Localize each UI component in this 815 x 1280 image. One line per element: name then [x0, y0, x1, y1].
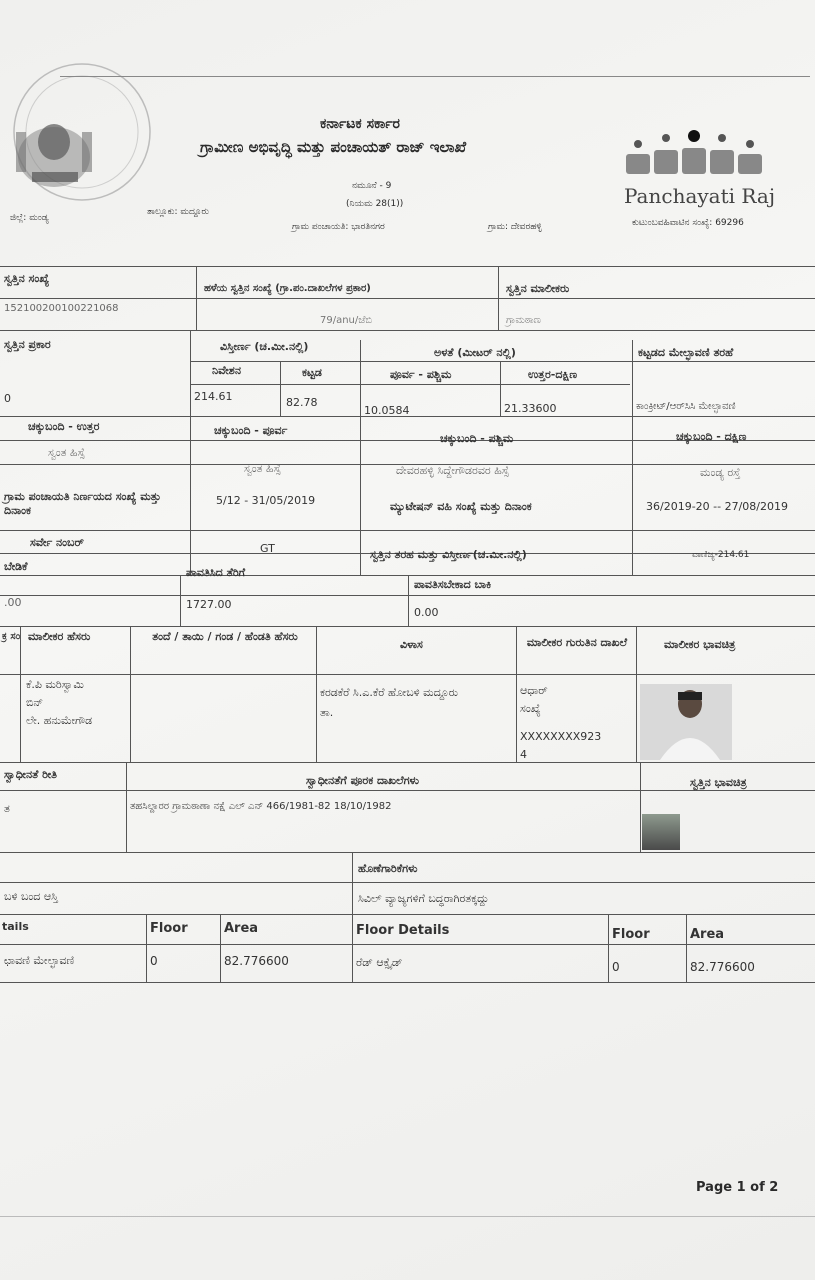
east-boundary-label: ಚಕ್ಕುಬಂದಿ - ಪೂರ್ವ: [214, 424, 288, 437]
owner-photo: [640, 684, 732, 760]
floor-details-1: ಛಾವಣಿ ಮೇಲ್ಛಾವಣಿ: [4, 954, 75, 967]
roof-type-value: ಕಾಂಕ್ರೀಟ್/ಆರ್‌ಸಿಸಿ ಮೇಲ್ಛಾವಣಿ: [636, 401, 736, 412]
area-header-2: Area: [690, 927, 725, 942]
east-west-value: 10.0584: [364, 404, 410, 417]
panchayati-raj-logo: [620, 126, 770, 184]
property-photo: [642, 814, 680, 850]
owner-address-line1: ಕರಡಕೆರೆ ಸಿ.ಎ.ಕೆರೆ ಹೋಬಳಿ ಮದ್ದೂರು: [320, 686, 459, 699]
property-owner-value: ಗ್ರಾಮಠಾಣ: [506, 315, 541, 326]
owner-id-number-tail: 4: [520, 748, 527, 761]
roof-type-label: ಕಟ್ಟಡದ ಮೇಲ್ಛಾವಣಿ ತರಹೆ: [638, 346, 734, 359]
property-type-label: ಸ್ವತ್ತಿನ ಪ್ರಕಾರ: [4, 338, 51, 351]
form-number: ನಮೂನೆ - 9: [352, 181, 392, 191]
north-boundary-label: ಚಕ್ಕುಬಂದಿ - ಉತ್ತರ: [28, 420, 100, 433]
building-area-value: 82.78: [286, 396, 318, 409]
brand-name: Panchayati Raj: [624, 184, 776, 208]
balance-label: ಪಾವತಿಸಬೇಕಾದ ಬಾಕಿ: [414, 578, 492, 591]
floor-header-2: Floor: [612, 927, 650, 942]
acquisition-mode-value: ತ: [4, 802, 10, 815]
owner-name-header: ಮಾಲೀಕರ ಹೆಸರು: [28, 630, 91, 643]
south-boundary-label: ಚಕ್ಕುಬಂದಿ - ದಕ್ಷಿಣ: [676, 430, 747, 443]
owner-name-line2: ಬಿನ್: [26, 696, 44, 709]
liabilities-left: ಬಳಿ ಬಂದ ಆಸ್ತಿ: [4, 890, 58, 903]
site-label: ನಿವೇಶನ: [212, 364, 241, 377]
south-boundary-value: ಮಂಡ್ಯ ರಸ್ತೆ: [700, 466, 741, 479]
site-area-value: 214.61: [194, 390, 233, 403]
demand-value: .00: [4, 596, 22, 609]
floor-details-header-1: tails: [2, 920, 29, 933]
owner-id-header: ಮಾಲೀಕರ ಗುರುತಿನ ದಾಖಲೆ: [526, 636, 628, 649]
taluk: ತಾಲ್ಲೂಕು: ಮದ್ದೂರು: [147, 207, 209, 217]
resolution-label: ಗ್ರಾಮ ಪಂಚಾಯತಿ ನಿರ್ಣಯದ ಸಂಖ್ಯೆ ಮತ್ತು ದಿನಾಂಕ: [4, 490, 161, 517]
owner-id-line2: ಸಂಖ್ಯೆ: [520, 702, 541, 715]
floor-2: 0: [612, 960, 620, 974]
west-boundary-label: ಚಕ್ಕುಬಂದಿ - ಪಶ್ಚಿಮ: [440, 432, 514, 445]
floor-details-2: ರೆಡ್ ಆಕ್ಸೈಡ್: [356, 956, 403, 969]
owner-address-header: ವಿಳಾಸ: [400, 638, 423, 651]
gov-title: ಕರ್ನಾಟಕ ಸರ್ಕಾರ: [320, 116, 400, 132]
old-property-no-value: 79/anu/ಜೆಬಿ: [320, 315, 373, 326]
liabilities-right: ಸಿವಿಲ್ ವ್ಯಾಜ್ಯಗಳಿಗೆ ಬದ್ಧರಾಗಿರತಕ್ಕದ್ದು: [358, 892, 489, 905]
dimensions-label: ಅಳತೆ (ಮೀಟರ್ ನಲ್ಲಿ): [434, 346, 516, 359]
east-west-label: ಪೂರ್ವ - ಪಶ್ಚಿಮ: [390, 368, 452, 381]
owner-sl-header: ಕ್ರ ಸಂ: [2, 631, 21, 642]
usage-label: ಸ್ವತ್ತಿನ ತರಹ ಮತ್ತು ವಿಸ್ತೀರ್ಣ(ಚ.ಮೀ.ನಲ್ಲಿ): [370, 548, 527, 561]
header-rule: [60, 76, 810, 77]
usage-value: ವಾಣಿಜ್ಯ-214.61: [692, 550, 750, 560]
owner-name: ಕೆ.ಪಿ ಮರಿಸ್ವಾಮಿ: [26, 678, 84, 691]
karnataka-emblem-seal: [2, 62, 162, 222]
area-1: 82.776600: [224, 954, 289, 968]
area-header-1: Area: [224, 921, 259, 936]
area-2: 82.776600: [690, 960, 755, 974]
property-owner-label: ಸ್ವತ್ತಿನ ಮಾಲೀಕರು: [506, 282, 570, 295]
tax-paid-value: 1727.00: [186, 598, 232, 611]
tax-paid-label: ಪಾವತಿಸಿದ ತೆರಿಗೆ: [186, 566, 246, 579]
building-label: ಕಟ್ಟಡ: [302, 366, 322, 379]
property-photo-label: ಸ್ವತ್ತಿನ ಭಾವಚಿತ್ರ: [690, 776, 747, 789]
survey-no-label: ಸರ್ವೇ ನಂಬರ್: [30, 536, 84, 549]
owner-photo-header: ಮಾಲೀಕರ ಭಾವಚಿತ್ರ: [664, 638, 736, 651]
floor-header-1: Floor: [150, 921, 188, 936]
acquisition-docs-label: ಸ್ವಾಧೀನತೆಗೆ ಪೂರಕ ದಾಖಲೆಗಳು: [306, 774, 420, 787]
owner-relation-header: ತಂದೆ / ತಾಯಿ / ಗಂಡ / ಹೆಂಡತಿ ಹೆಸರು: [152, 630, 298, 643]
demand-label: ಬೇಡಿಕೆ: [4, 560, 28, 573]
page-edge: [0, 1216, 815, 1217]
mutation-label: ಮ್ಯುಟೇಷನ್ ವಹಿ ಸಂಖ್ಯೆ ಮತ್ತು ದಿನಾಂಕ: [390, 500, 532, 513]
west-boundary-value: ದೇವರಹಳ್ಳಿ ಸಿದ್ದೇಗೌಡರವರ ಹಿಸ್ಸೆ: [396, 464, 510, 477]
old-property-no-label: ಹಳೆಯ ಸ್ವತ್ತಿನ ಸಂಖ್ಯೆ (ಗ್ರಾ.ಪಂ.ದಾಖಲೆಗಳ ಪ್ರಕಾರ): [204, 283, 371, 294]
owner-name-line3: ಲೇ. ಹನುಮೇಗೌಡ: [26, 714, 93, 727]
balance-value: 0.00: [414, 606, 439, 619]
district: ಜಿಲ್ಲೆ: ಮಂಡ್ಯ: [10, 213, 49, 223]
owner-id-line1: ಆಧಾರ್: [520, 684, 548, 697]
area-label: ವಿಸ್ತೀರ್ಣ (ಚ.ಮೀ.ನಲ್ಲಿ): [220, 340, 309, 353]
mutation-value: 36/2019-20 -- 27/08/2019: [646, 500, 788, 513]
north-south-label: ಉತ್ತರ-ದಕ್ಷಿಣ: [528, 368, 578, 381]
resolution-value: 5/12 - 31/05/2019: [216, 494, 316, 507]
liabilities-header: ಹೊಣೆಗಾರಿಕೆಗಳು: [358, 862, 418, 875]
north-south-value: 21.33600: [504, 402, 557, 415]
village: ಗ್ರಾಮ: ದೇವರಹಳ್ಳಿ: [488, 222, 542, 232]
floor-details-header-2: Floor Details: [356, 923, 450, 938]
page-number: Page 1 of 2: [696, 1180, 779, 1195]
property-no-value: 152100200100221068: [4, 303, 119, 314]
owner-address-line2: ತಾ.: [320, 706, 334, 719]
acquisition-docs-value: ತಹಸಿಲ್ದಾರರ ಗ್ರಾಮಠಾಣಾ ನಕ್ಷೆ ಎಲ್ ಎನ್ 466/1981-82 18/10/1982: [130, 801, 392, 812]
department-title: ಗ್ರಾಮೀಣ ಅಭಿವೃದ್ಧಿ ಮತ್ತು ಪಂಚಾಯತ್ ರಾಜ್ ಇಲಾಖೆ: [200, 138, 467, 156]
property-type-value: 0: [4, 392, 11, 405]
property-no-label: ಸ್ವತ್ತಿನ ಸಂಖ್ಯೆ: [4, 272, 50, 285]
acquisition-mode-label: ಸ್ವಾಧೀನತೆ ರೀತಿ: [4, 768, 57, 781]
family-id: ಕುಟುಂಬವಹಿವಾಟಿನ ಸಂಖ್ಯೆ: 69296: [632, 218, 744, 228]
rule-reference: (ನಿಯಮ 28(1)): [346, 199, 404, 209]
floor-1: 0: [150, 954, 158, 968]
owner-id-number: XXXXXXXX923: [520, 730, 602, 743]
gram-panchayat: ಗ್ರಾಮ ಪಂಚಾಯತಿ: ಭಾರತಿನಗರ: [292, 222, 385, 232]
north-boundary-value: ಸ್ವಂತ ಹಿಸ್ಸೆ: [48, 446, 85, 459]
east-boundary-value: ಸ್ವಂತ ಹಿಸ್ಸೆ: [244, 462, 281, 475]
survey-no-value: GT: [260, 542, 275, 555]
